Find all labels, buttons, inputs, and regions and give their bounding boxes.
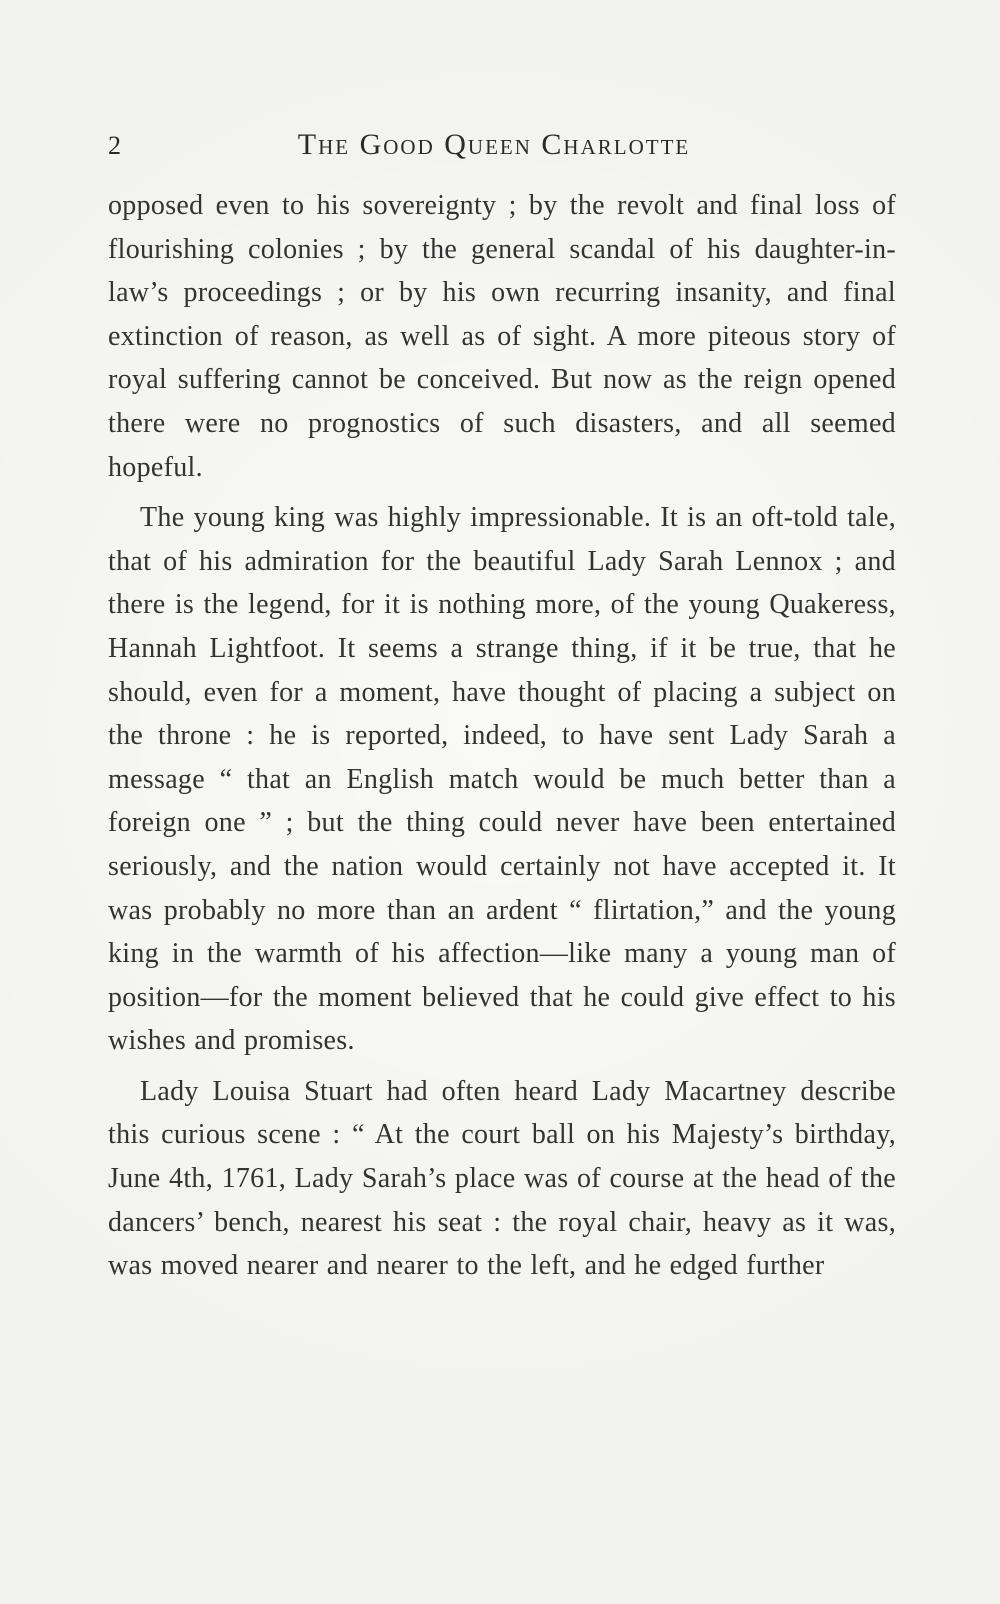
paragraph-lady-louisa: Lady Louisa Stuart had often heard Lady Macartney describe this curious scene : “ At the court ball on his Majesty’s birthday, June 4th, 1761, Lady Sarah’s place was of course at the head of the dancers’ bench, nearest his seat : the royal chair, heavy as it was, was moved nearer and nearer to the left, and he edged further [108,1075,896,1282]
running-title: The Good Queen Charlotte [297,128,691,161]
paragraph-continuation: opposed even to his sovereignty ; by the revolt and final loss of flourishing colonies ; by the general scandal of his daughter-in-law’s proceedings ; or by his own recurring insanity, and final extinction of reason, as well as of sight. A more piteous story of royal suffering cannot be conceived. But now as the reign opened there were no prognostics of such disasters, and all seemed hopeful. [108,190,896,483]
page-header [108,128,900,168]
paragraph-young-king: The young king was highly impressionable. It is an oft-told tale, that of his admiration for the beautiful Lady Sarah Lennox ; and there is the legend, for it is nothing more, of the young Quakeress, Hannah Lightfoot. It seems a strange thing, if it be true, that he should, even for a moment, have thought of placing a subject on the throne : he is reported, indeed, to have sent Lady Sarah a message “ that an English match would be much better than a foreign one ” ; but the thing could never have been entertained seriously, and the nation would certainly not have accepted it. It was probably no more than an ardent “ flirtation,” and the young king in the warmth of his affection—like many a young man of position—for the moment believed that he could give effect to his wishes and promises. [108,502,896,1057]
body-text [108,184,896,1295]
page-number: 2 [108,131,122,160]
